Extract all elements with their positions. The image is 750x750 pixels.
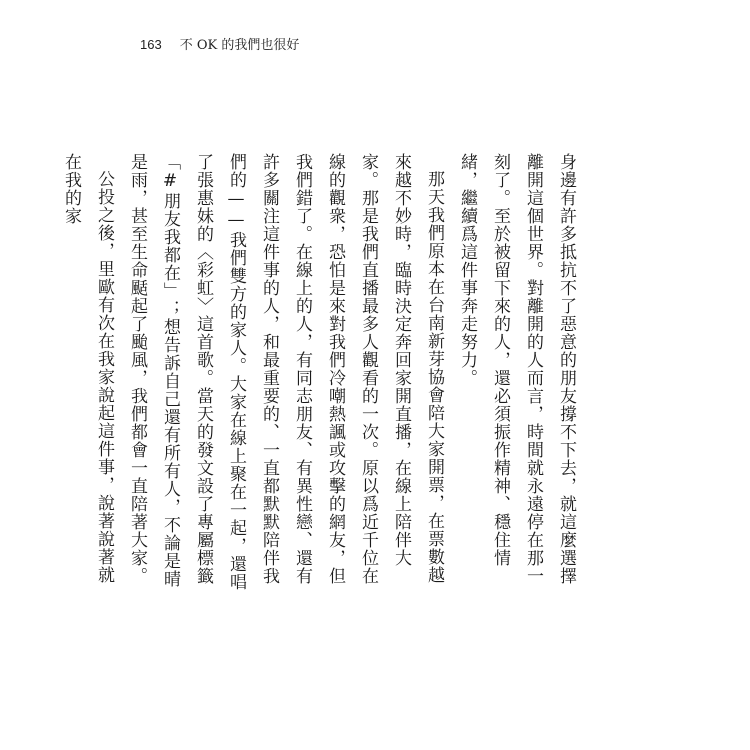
paragraph-2: 那天我們原本在台南新芽協會陪大家開票，在票數越來越不妙時，臨時決定奔回家開直播，在線上陪伴大家。那是我們直播最多人觀看的一次。原以爲近千位在線的觀衆，恐怕是來對我們冷嘲熱諷或攻擊的網友，但我們錯了。在線上的人，有同志朋友、有異性戀、還有許多關注這件事的人，和最重要的、一直都默默陪伴我們的——我們雙方的家人。大家在線上聚在一起，還唱了張惠妹的〈彩虹〉這首歌。當天的發文設了專屬標籤「#朋友我都在」；想告訴自己還有所有人，不論是晴是雨，甚至生命颳起了颱風，我們都會一直陪著大家。 [127,153,444,591]
running-header [140,34,299,53]
body-text [54,153,582,593]
page-number: 163 [140,37,162,52]
book-title: 不 OK 的我們也很好 [179,38,300,53]
paragraph-1: 身邊有許多抵抗不了惡意的朋友撐不下去，就這麼選擇離開這個世界。對離開的人而言，時間就永遠停在那一刻了。至於被留下來的人，還必須振作精神、穩住情緒，繼續爲這件事奔走努力。 [457,153,576,585]
paragraph-3: 公投之後，里歐有次在我家說起這件事，說著說著就在我的家 [61,153,114,584]
